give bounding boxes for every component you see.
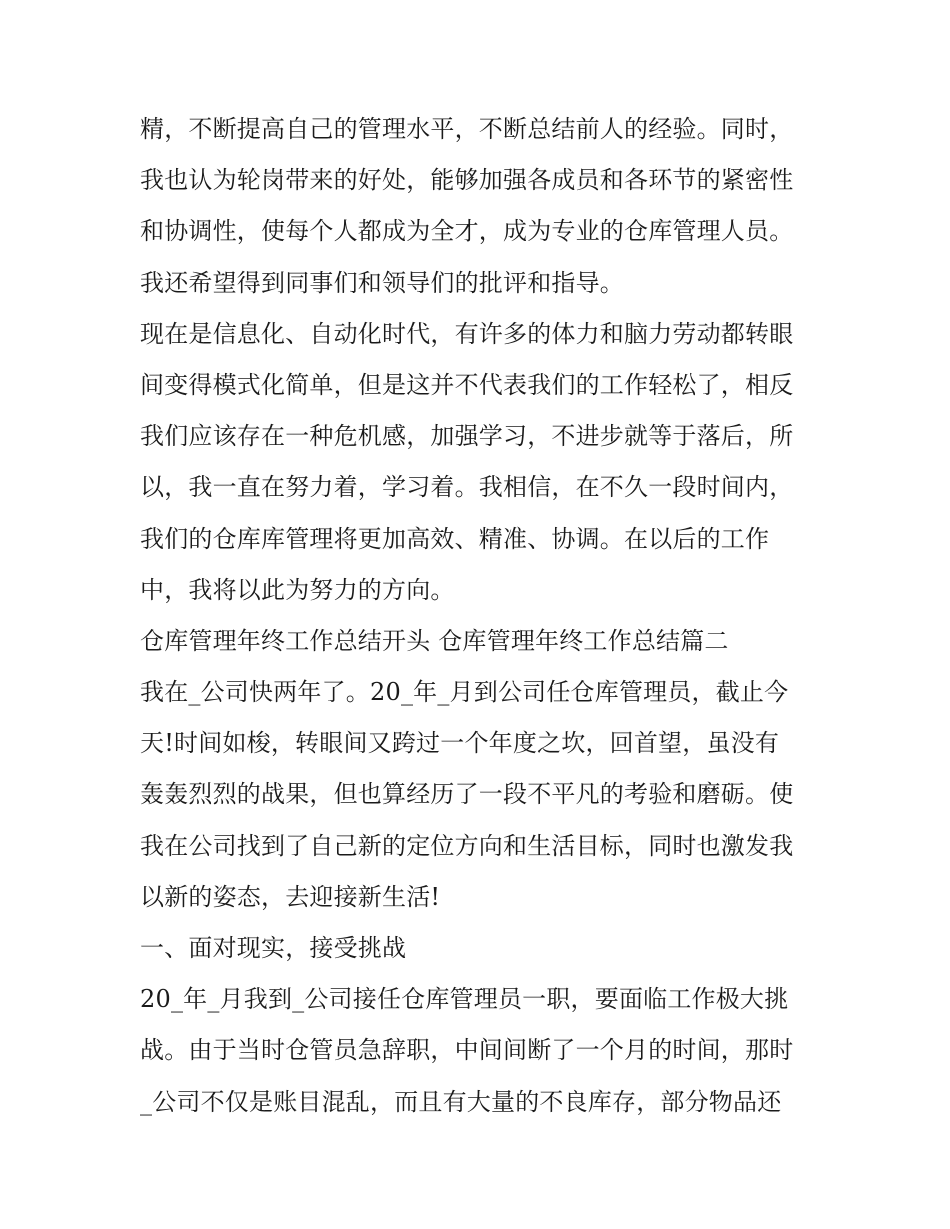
text-line: 我们的仓库库管理将更加高效、精准、协调。在以后的工作 — [140, 524, 770, 553]
text-line: 现在是信息化、自动化时代，有许多的体力和脑力劳动都转眼 — [140, 319, 794, 348]
text-line: 我还希望得到同事们和领导们的批评和指导。 — [140, 268, 624, 297]
text-line: 我也认为轮岗带来的好处，能够加强各成员和各环节的紧密性 — [140, 166, 794, 195]
text-line: 20_年_月我到_公司接任仓库管理员一职，要面临工作极大挑 — [140, 985, 789, 1014]
text-line: 战。由于当时仓管员急辞职，中间间断了一个月的时间，那时 — [140, 1036, 794, 1065]
text-line: 以，我一直在努力着，学习着。我相信，在不久一段时间内， — [140, 473, 794, 502]
text-line: 间变得模式化简单，但是这并不代表我们的工作轻松了，相反 — [140, 370, 794, 399]
text-line: 我在公司找到了自己新的定位方向和生活目标，同时也激发我 — [140, 831, 794, 860]
document-body — [140, 104, 820, 1128]
text-line: 我们应该存在一种危机感，加强学习，不进步就等于落后，所 — [140, 422, 794, 451]
section-heading: 仓库管理年终工作总结开头 仓库管理年终工作总结篇二 — [140, 626, 729, 655]
text-line: 天!时间如梭，转眼间又跨过一个年度之坎，回首望，虽没有 — [140, 729, 780, 758]
text-line: _公司不仅是账目混乱，而且有大量的不良库存，部分物品还 — [140, 1087, 782, 1116]
text-line: 中，我将以此为努力的方向。 — [140, 575, 455, 604]
text-line: 和协调性，使每个人都成为全才，成为专业的仓库管理人员。 — [140, 217, 794, 246]
text-line: 以新的姿态，去迎接新生活! — [140, 882, 441, 911]
text-line: 我在_公司快两年了。20_年_月到公司任仓库管理员，截止今 — [140, 678, 789, 707]
text-line: 精，不断提高自己的管理水平，不断总结前人的经验。同时， — [140, 115, 794, 143]
text-line: 轰轰烈烈的战果，但也算经历了一段不平凡的考验和磨砺。使 — [140, 780, 794, 809]
subsection-heading: 一、面对现实，接受挑战 — [140, 934, 407, 962]
